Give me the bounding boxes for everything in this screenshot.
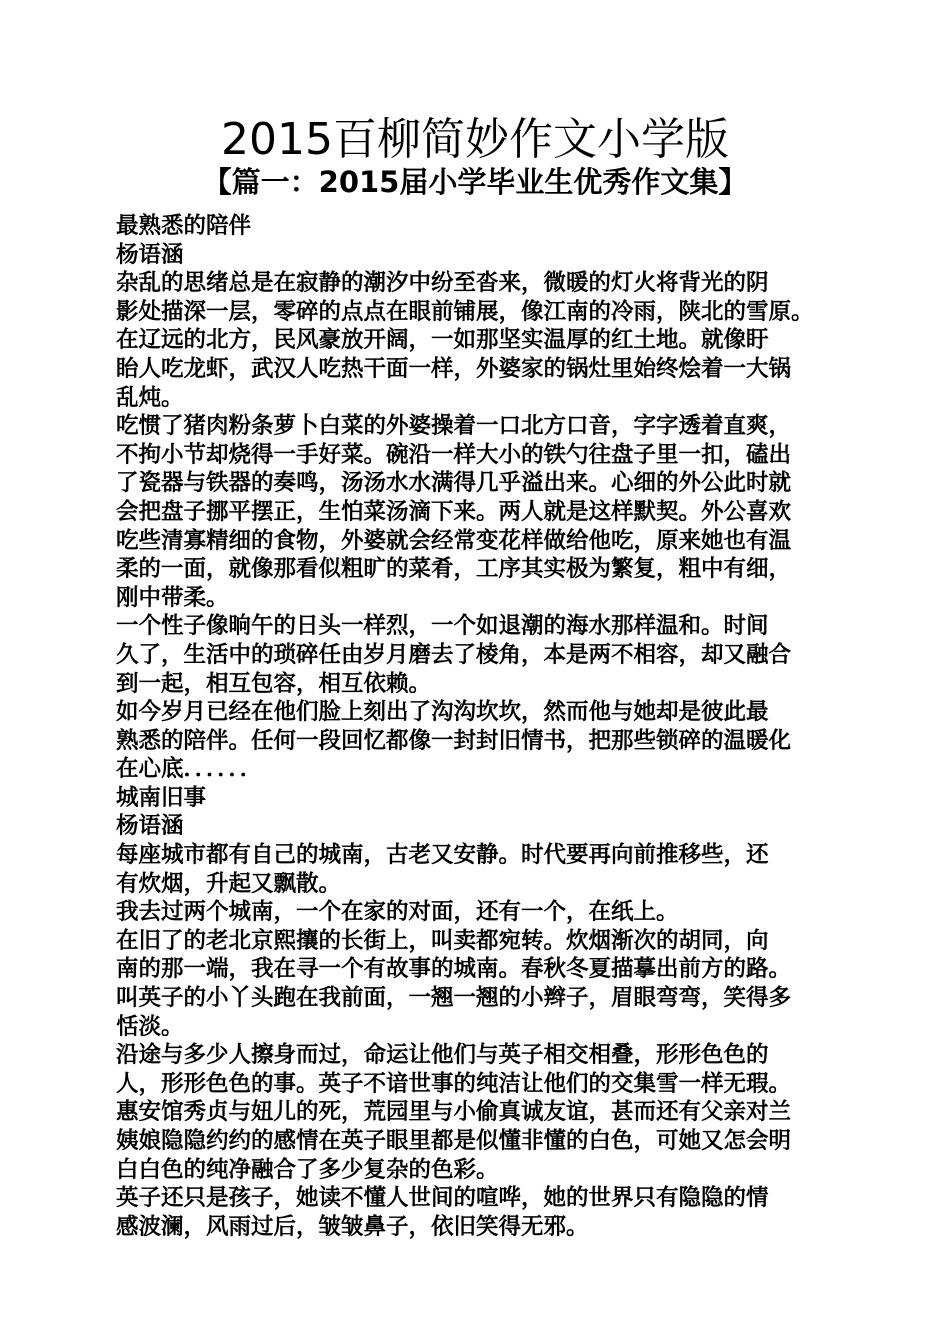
text-line: 杂乱的思绪总是在寂静的潮汐中纷至沓来，微暖的灯火将背光的阴 [116, 270, 769, 297]
text-line: 沿途与多少人擦身而过，命运让他们与英子相交相叠，形形色色的 [116, 1042, 769, 1069]
text-line: 熟悉的陪伴。任何一段回忆都像一封封旧情书，把那些锁碎的温暖化 [116, 727, 792, 754]
text-line: 感波澜，风雨过后，皱皱鼻子，依旧笑得无邪。 [116, 1213, 589, 1240]
text-line: 不拘小节却烧得一手好菜。碗沿一样大小的铁勺往盘子里一扣，磕出 [116, 441, 792, 468]
text-line: 我去过两个城南，一个在家的对面，还有一个，在纸上。 [116, 899, 679, 926]
text-line: 到一起，相互包容，相互依赖。 [116, 670, 432, 697]
text-line: 白白色的纯净融合了多少复杂的色彩。 [116, 1156, 499, 1183]
text-line: 最熟悉的陪伴 [116, 213, 252, 239]
text-line: 乱炖。 [116, 384, 184, 411]
text-line: 英子还只是孩子，她读不懂人世间的喧哗，她的世界只有隐隐的情 [116, 1185, 769, 1212]
text-line: 人，形形色色的事。英子不谙世事的纯洁让他们的交集雪一样无瑕。 [116, 1070, 792, 1097]
text-line: 恬淡。 [116, 1013, 184, 1040]
document-body [116, 212, 846, 1241]
text-line: 每座城市都有自己的城南，古老又安静。时代要再向前推移些，还 [116, 842, 769, 869]
text-line: 在辽远的北方，民风豪放开阔，一如那坚实温厚的红土地。就像盱 [116, 327, 769, 354]
text-line: 在旧了的老北京熙攘的长街上，叫卖都宛转。炊烟渐次的胡同，向 [116, 927, 769, 954]
document-subtitle: 【篇一：2015届小学毕业生优秀作文集】 [202, 165, 748, 199]
text-line: 姨娘隐隐约约的感情在英子眼里都是似懂非懂的白色，可她又怎会明 [116, 1128, 792, 1154]
text-line: 一个性子像晌午的日头一样烈，一个如退潮的海水那样温和。时间 [116, 613, 769, 640]
text-line: 有炊烟，升起又飘散。 [116, 870, 342, 897]
text-line: 吃惯了猪肉粉条萝卜白菜的外婆操着一口北方口音，字字透着直爽， [116, 413, 792, 440]
text-line: 会把盘子挪平摆正，生怕菜汤滴下来。两人就是这样默契。外公喜欢 [116, 498, 792, 525]
text-line: 惠安馆秀贞与妞儿的死，荒园里与小偷真诚友谊，甚而还有父亲对兰 [116, 1099, 792, 1126]
text-line: 影处描深一层，零碎的点点在眼前铺展，像江南的冷雨，陕北的雪原。 [116, 298, 814, 325]
text-line: 久了，生活中的琐碎任由岁月磨去了棱角，本是两不相容，却又融合 [116, 641, 792, 668]
text-line: 杨语涵 [116, 241, 184, 268]
text-line: 南的那一端，我在寻一个有故事的城南。春秋冬夏描摹出前方的路。 [116, 956, 792, 983]
text-line: 了瓷器与铁器的奏鸣，汤汤水水满得几乎溢出来。心细的外公此时就 [116, 470, 792, 497]
text-line: 如今岁月已经在他们脸上刻出了沟沟坎坎，然而他与她却是彼此最 [116, 699, 769, 726]
text-line: 眙人吃龙虾，武汉人吃热干面一样，外婆家的锅灶里始终烩着一大锅 [116, 355, 792, 382]
text-line: 刚中带柔。 [116, 584, 229, 611]
text-line: 叫英子的小丫头跑在我前面，一翘一翘的小辫子，眉眼弯弯，笑得多 [116, 985, 792, 1012]
text-line: 柔的一面，就像那看似粗旷的菜肴，工序其实极为繁复，粗中有细， [116, 556, 792, 583]
text-line: 杨语涵 [116, 813, 184, 840]
text-line: 吃些清寡精细的食物，外婆就会经常变花样做给他吃，原来她也有温 [116, 527, 792, 554]
document-title: 2015百柳简妙作文小学版 [221, 114, 729, 165]
text-line: 城南旧事 [116, 784, 207, 811]
text-line: 在心底．．．．．． [116, 756, 263, 783]
